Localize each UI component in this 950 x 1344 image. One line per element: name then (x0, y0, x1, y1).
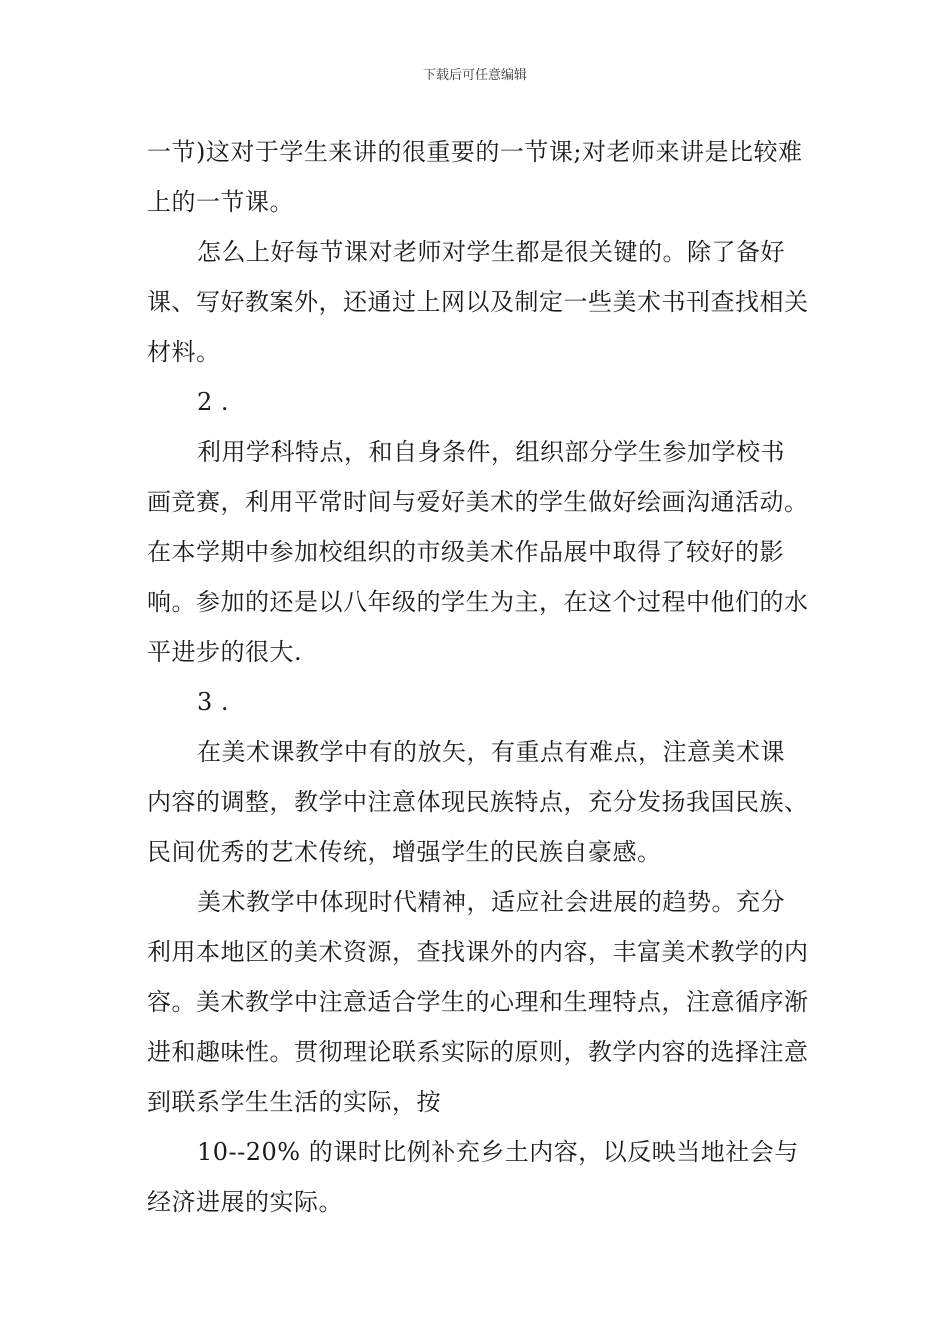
list-number: 2 . (197, 388, 230, 416)
paragraph: 10--20% 的课时比例补充乡土内容，以反映当地社会与经济进展的实际。 (147, 1138, 799, 1216)
list-number: 3 . (197, 688, 230, 716)
paragraph: 利用学科特点，和自身条件，组织部分学生参加学校书画竞赛，利用平常时间与爱好美术的学生做好绘画沟通活动。在本学期中参加校组织的市级美术作品展中取得了较好的影响。参加的还是以八年级的学生为主，在这个过程中他们的水平进步的很大. (147, 438, 809, 666)
paragraph: 一节)这对于学生来讲的很重要的一节课;对老师来讲是比较难上的一节课。 (147, 138, 803, 216)
document-body (147, 127, 809, 1227)
paragraph: 美术教学中体现时代精神，适应社会进展的趋势。充分利用本地区的美术资源，查找课外的内容，丰富美术教学的内容。美术教学中注意适合学生的心理和生理特点，注意循序渐进和趣味性。贯彻理论联系实际的原则，教学内容的选择注意到联系学生生活的实际，按 (147, 888, 809, 1116)
paragraph: 怎么上好每节课对老师对学生都是很关键的。除了备好课、写好教案外，还通过上网以及制定一些美术书刊查找相关材料。 (147, 238, 809, 366)
page-header: 下载后可任意编辑 (422, 68, 527, 83)
paragraph: 在美术课教学中有的放矢，有重点有难点，注意美术课内容的调整，教学中注意体现民族特点，充分发扬我国民族、民间优秀的艺术传统，增强学生的民族自豪感。 (147, 738, 809, 866)
